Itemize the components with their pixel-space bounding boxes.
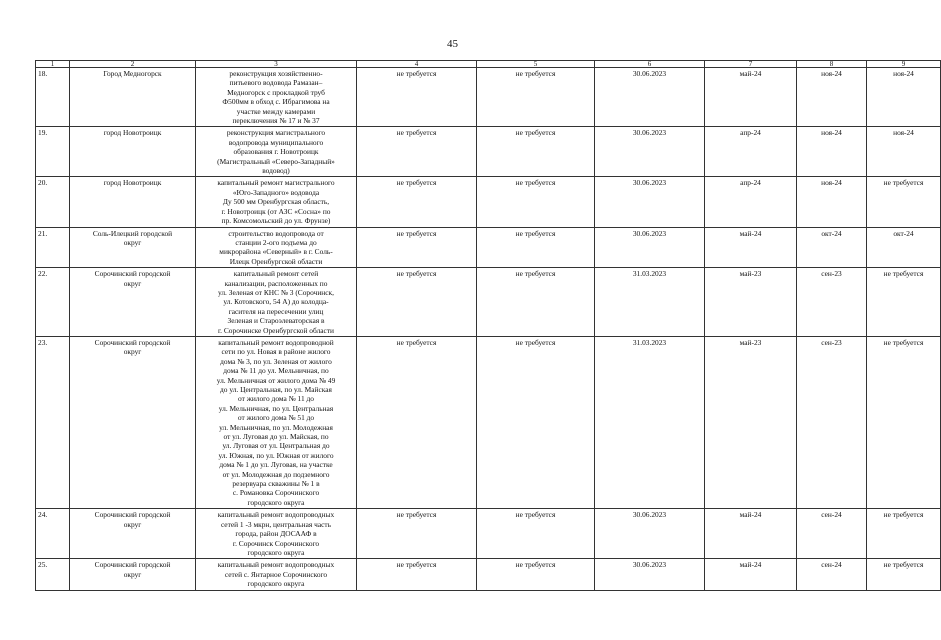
start-cell: май-24: [705, 509, 797, 559]
column-4: не требуется: [357, 177, 477, 227]
row-number: 23.: [36, 336, 70, 508]
work-description: капитальный ремонт магистрального «Юго-Западного» водовода Ду 500 мм Оренбургская область, г. Новотроицк (от АЗС «Сосна» по пр. Комсомольский до ул. Фрунзе): [196, 177, 357, 227]
work-description: реконструкция магистрального водопровода муниципального образования г. Новотроицк (Магистральный «Северо-Западный» водовод): [196, 127, 357, 177]
projects-table: [35, 60, 941, 591]
row-number: 25.: [36, 559, 70, 590]
column-4: не требуется: [357, 68, 477, 127]
date-cell: 30.06.2023: [595, 559, 705, 590]
table-row: [36, 127, 941, 177]
page-number: 45: [447, 38, 458, 50]
end-cell: окт-24: [797, 227, 867, 268]
municipality: Сорочинский городской округ: [70, 509, 196, 559]
end-cell: сен-23: [797, 336, 867, 508]
column-header: 8: [797, 61, 867, 68]
column-5: не требуется: [477, 559, 595, 590]
column-header: 2: [70, 61, 196, 68]
municipality: Сорочинский городской округ: [70, 336, 196, 508]
table-row: [36, 227, 941, 268]
column-4: не требуется: [357, 509, 477, 559]
date-cell: 30.06.2023: [595, 509, 705, 559]
column-9: ноя-24: [867, 68, 941, 127]
start-cell: май-24: [705, 227, 797, 268]
column-5: не требуется: [477, 268, 595, 337]
date-cell: 30.06.2023: [595, 177, 705, 227]
end-cell: ноя-24: [797, 68, 867, 127]
column-9: не требуется: [867, 559, 941, 590]
table-row: [36, 509, 941, 559]
work-description: реконструкция хозяйственно- питьевого водовода Рамазан– Медногорск с прокладкой труб Ф500мм в обход с. Ибрагимова на участке между камерами переключения № 17 и № 37: [196, 68, 357, 127]
start-cell: май-24: [705, 68, 797, 127]
column-header: 6: [595, 61, 705, 68]
work-description: капитальный ремонт водопроводных сетей с. Янтарное Сорочинского городского округа: [196, 559, 357, 590]
date-cell: 30.06.2023: [595, 68, 705, 127]
row-number: 21.: [36, 227, 70, 268]
row-number: 24.: [36, 509, 70, 559]
work-description: капитальный ремонт сетей канализации, расположенных по ул. Зеленая от КНС № 3 (Сорочинск, ул. Котовского, 54 А) до колодца- гасителя на пересечении улиц Зеленая и Староэлеваторская в г. Сорочинске Оренбургской области: [196, 268, 357, 337]
column-4: не требуется: [357, 336, 477, 508]
date-cell: 30.06.2023: [595, 127, 705, 177]
start-cell: май-23: [705, 268, 797, 337]
row-number: 22.: [36, 268, 70, 337]
end-cell: сен-24: [797, 559, 867, 590]
table-row: [36, 68, 941, 127]
start-cell: май-23: [705, 336, 797, 508]
column-9: не требуется: [867, 509, 941, 559]
column-5: не требуется: [477, 68, 595, 127]
column-4: не требуется: [357, 227, 477, 268]
date-cell: 31.03.2023: [595, 268, 705, 337]
column-9: не требуется: [867, 268, 941, 337]
column-9: ноя-24: [867, 127, 941, 177]
end-cell: сен-24: [797, 509, 867, 559]
column-5: не требуется: [477, 177, 595, 227]
end-cell: ноя-24: [797, 127, 867, 177]
column-4: не требуется: [357, 559, 477, 590]
column-header: 3: [196, 61, 357, 68]
column-5: не требуется: [477, 227, 595, 268]
municipality: город Новотроицк: [70, 177, 196, 227]
column-header: 1: [36, 61, 70, 68]
table-row: [36, 268, 941, 337]
column-9: окт-24: [867, 227, 941, 268]
column-5: не требуется: [477, 509, 595, 559]
row-number: 20.: [36, 177, 70, 227]
header-row: [36, 61, 941, 68]
start-cell: апр-24: [705, 177, 797, 227]
column-header: 5: [477, 61, 595, 68]
start-cell: апр-24: [705, 127, 797, 177]
table-row: [36, 177, 941, 227]
municipality: Сорочинский городской округ: [70, 268, 196, 337]
end-cell: сен-23: [797, 268, 867, 337]
date-cell: 31.03.2023: [595, 336, 705, 508]
table-row: [36, 559, 941, 590]
column-4: не требуется: [357, 127, 477, 177]
row-number: 19.: [36, 127, 70, 177]
column-4: не требуется: [357, 268, 477, 337]
work-description: капитальный ремонт водопроводной сети по ул. Новая в районе жилого дома № 3, по ул. Зеленая от жилого дома № 11 до ул. Мельничная, по ул. Мельничная от жилого дома № 49 до ул. Центральная, по ул. Майская от жилого дома № 11 до ул. Мельничная, по ул. Центральная от жилого дома № 51 до ул. Мельничная, по ул. Молодежная от ул. Луговая до ул. Майская, по ул. Луговая от ул. Центральная до ул. Южная, по ул. Южная от жилого дома № 1 до ул. Луговая, на участке от ул. Молодежная до подземного резервуара скважины № 1 в с. Романовка Сорочинского городского округа: [196, 336, 357, 508]
municipality: Соль-Илецкий городской округ: [70, 227, 196, 268]
column-5: не требуется: [477, 127, 595, 177]
date-cell: 30.06.2023: [595, 227, 705, 268]
municipality: Сорочинский городской округ: [70, 559, 196, 590]
end-cell: ноя-24: [797, 177, 867, 227]
column-9: не требуется: [867, 177, 941, 227]
table-row: [36, 336, 941, 508]
row-number: 18.: [36, 68, 70, 127]
column-9: не требуется: [867, 336, 941, 508]
column-header: 7: [705, 61, 797, 68]
work-description: капитальный ремонт водопроводных сетей 1 -3 мкрн, центральная часть города, район ДОСААФ в г. Сорочинск Сорочинского городского округа: [196, 509, 357, 559]
work-description: строительство водопровода от станции 2-ого подъема до микрорайона «Северный» в г. Соль- Илецк Оренбургской области: [196, 227, 357, 268]
column-5: не требуется: [477, 336, 595, 508]
column-header: 9: [867, 61, 941, 68]
start-cell: май-24: [705, 559, 797, 590]
municipality: город Новотроицк: [70, 127, 196, 177]
column-header: 4: [357, 61, 477, 68]
municipality: Город Медногорск: [70, 68, 196, 127]
